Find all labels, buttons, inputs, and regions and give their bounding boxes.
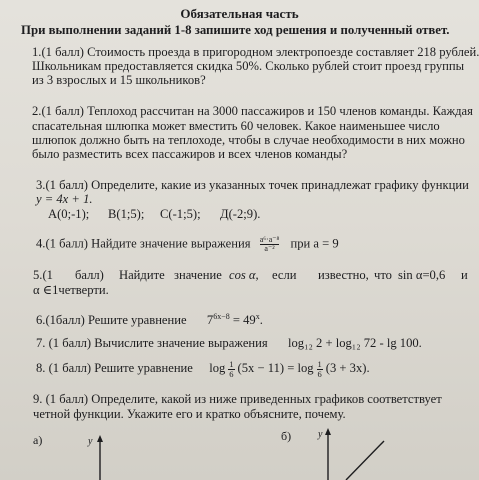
task-5-w1: 5.(1 [33,268,53,282]
graph-b-plot [318,427,388,480]
task-1-line-2: Школьникам предоставляется скидка 50%. Сколько рублей стоит проезд группы [32,59,465,73]
task-5-w8: что [374,268,392,282]
task-2-line-4: было разместить всех пассажиров и всех членов команды? [32,147,348,161]
graph-b-label: б) [281,429,292,443]
task-5-w2: балл) [75,268,104,282]
task-6-rhs-exponent: x [255,312,260,321]
task-6-lhs-exponent: 6x−8 [213,312,230,321]
task-7 [36,336,422,350]
task-8-base-1 [228,360,234,379]
graph-a-label: а) [33,433,43,447]
task-2-line-1: 2.(1 балл) Теплоход рассчитан на 3000 пассажиров и 150 членов команды. Каждая [32,104,473,118]
task-5-w9: sin α=0,6 [398,268,446,282]
graph-a-y-label: y [88,436,93,447]
point-c: С(-1;5); [160,207,201,221]
task-4-denominator: a⁻² [264,244,275,253]
task-9-line-2: четной функции. Укажите его и кратко объясните, почему. [33,407,346,421]
task-1-line-3: из 3 взрослых и 15 школьников? [32,73,206,87]
graph-b-y-label: y [318,429,323,440]
task-4 [36,236,339,253]
instruction-text: При выполнении заданий 1-8 запишите ход решения и полученный ответ. [21,23,450,37]
task-4-numerator: a⁶·a⁻⁸ [259,235,280,244]
point-b: В(1;5); [108,207,145,221]
task-8-arg-1: (5x − 11) = log [237,361,314,375]
task-8-base-2-den: 6 [317,368,322,379]
task-8-base-2-num: 1 [317,358,322,369]
task-3-line-1: 3.(1 балл) Определите, какие из указанных точек принадлежат графику функции [36,178,469,192]
task-5-w6: если [272,268,297,282]
task-4-text: 4.(1 балл) Найдите значение выражения [36,236,251,251]
task-8-log-1: log [209,361,226,375]
task-6 [36,310,263,327]
task-3-formula: y = 4x + 1. [36,192,93,206]
task-8-base-1-den: 6 [229,368,234,379]
point-d: Д(-2;9). [220,207,261,221]
task-1-line-1: 1.(1 балл) Стоимость проезда в пригородном электропоезде составляет 218 рублей. [32,45,479,59]
task-6-lhs: 7 [206,313,214,327]
task-8 [36,357,370,381]
task-5-w3: Найдите [119,268,165,282]
task-8-base-2 [317,360,323,379]
task-8-text: 8. (1 балл) Решите уравнение [36,361,193,375]
graph-b-curve [346,441,384,480]
task-7-text: 7. (1 балл) Вычислите значение выражения [36,336,268,350]
task-4-condition: при а = 9 [290,236,339,251]
task-7-expression: log₁₂ 2 + log₁₂ 72 - lg 100. [288,336,422,350]
task-2-line-3: шлюпок должно быть на теплоходе, чтобы в случае необходимости в них можно [32,133,465,147]
task-5-w10: и [461,268,468,282]
point-a: А(0;-1); [48,207,90,221]
task-4-fraction [260,236,280,253]
task-5-w5: cos α, [229,268,259,282]
task-6-end: . [259,313,263,327]
section-title: Обязательная часть [180,6,299,21]
task-6-mid: = 49 [229,313,256,327]
task-8-arg-2: (3 + 3x). [325,361,370,375]
task-5-w7: известно, [318,268,369,282]
task-8-base-1-num: 1 [229,358,234,369]
task-5-w4: значение [174,268,222,282]
graph-a-y-axis [90,434,110,480]
task-6-text: 6.(1балл) Решите уравнение [36,313,187,327]
graph-b-y-arrow [325,428,331,435]
task-2-line-2: спасательная шлюпка может вместить 60 человек. Какое наименьшее число [32,119,440,133]
task-9-line-1: 9. (1 балл) Определите, какой из ниже приведенных графиков соответствует [33,392,442,406]
task-3-points [48,207,260,221]
task-5-line-2: α ∈1четверти. [33,283,109,297]
